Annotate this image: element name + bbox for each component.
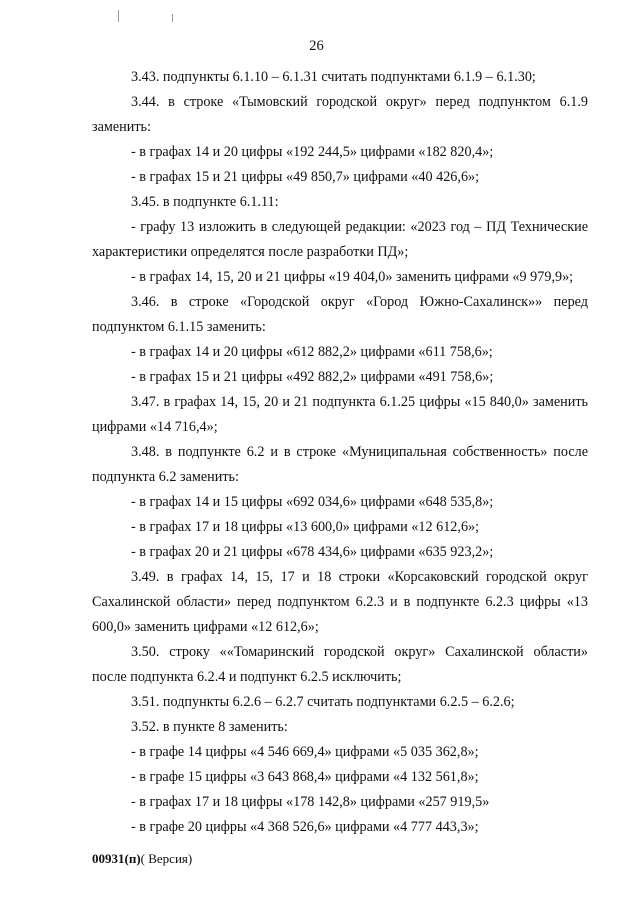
paragraph: - графу 13 изложить в следующей редакции: «2023 год – ПД Технические характеристики определятся после разработки ПД»;	[92, 219, 588, 260]
paragraph: 3.52. в пункте 8 заменить:	[131, 719, 288, 735]
page-number: 26	[309, 38, 324, 54]
paragraph: - в графе 14 цифры «4 546 669,4» цифрами «5 035 362,8»;	[131, 744, 479, 760]
paragraph: 3.47. в графах 14, 15, 20 и 21 подпункта 6.1.25 цифры «15 840,0» заменить цифрами «14 716,4»;	[92, 394, 588, 435]
paragraph: - в графе 15 цифры «3 643 868,4» цифрами «4 132 561,8»;	[131, 769, 479, 785]
paragraph: 3.44. в строке «Тымовский городской округ» перед подпунктом 6.1.9 заменить:	[92, 94, 588, 135]
document-body	[92, 65, 588, 840]
paragraph: - в графах 14 и 20 цифры «192 244,5» цифрами «182 820,4»;	[131, 144, 494, 160]
paragraph: - в графах 14, 15, 20 и 21 цифры «19 404,0» заменить цифрами «9 979,9»;	[131, 269, 574, 285]
paragraph: - в графах 17 и 18 цифры «13 600,0» цифрами «12 612,6»;	[131, 519, 480, 535]
paragraph: - в графе 20 цифры «4 368 526,6» цифрами «4 777 443,3»;	[131, 819, 479, 835]
paragraph: - в графах 15 и 21 цифры «492 882,2» цифрами «491 758,6»;	[131, 369, 494, 385]
paragraph: - в графах 14 и 15 цифры «692 034,6» цифрами «648 535,8»;	[131, 494, 494, 510]
paragraph: 3.43. подпункты 6.1.10 – 6.1.31 считать подпунктами 6.1.9 – 6.1.30;	[131, 69, 536, 85]
paragraph: - в графах 20 и 21 цифры «678 434,6» цифрами «635 923,2»;	[131, 544, 494, 560]
scan-mark	[172, 14, 173, 22]
paragraph: 3.49. в графах 14, 15, 17 и 18 строки «Корсаковский городской округ Сахалинской области» перед подпунктом 6.2.3 и в подпункте 6.2.3 цифры «13 600,0» заменить цифрами «12 612,6»;	[92, 569, 588, 635]
document-code: 00931(п)	[92, 851, 141, 866]
version-label: ( Версия)	[140, 851, 193, 866]
paragraph: 3.45. в подпункте 6.1.11:	[131, 194, 279, 210]
paragraph: 3.48. в подпункте 6.2 и в строке «Муниципальная собственность» после подпункта 6.2 заменить:	[92, 444, 588, 485]
scan-mark	[118, 10, 119, 22]
paragraph: - в графах 14 и 20 цифры «612 882,2» цифрами «611 758,6»;	[131, 344, 493, 360]
paragraph: 3.50. строку ««Томаринский городской округ» Сахалинской области» после подпункта 6.2.4 и подпункт 6.2.5 исключить;	[92, 644, 588, 685]
paragraph: - в графах 15 и 21 цифры «49 850,7» цифрами «40 426,6»;	[131, 169, 480, 185]
document-footer	[92, 851, 192, 867]
paragraph: 3.51. подпункты 6.2.6 – 6.2.7 считать подпунктами 6.2.5 – 6.2.6;	[131, 694, 515, 710]
paragraph: - в графах 17 и 18 цифры «178 142,8» цифрами «257 919,5»	[131, 794, 490, 810]
paragraph: 3.46. в строке «Городской округ «Город Южно-Сахалинск»» перед подпунктом 6.1.15 заменить:	[92, 294, 588, 335]
